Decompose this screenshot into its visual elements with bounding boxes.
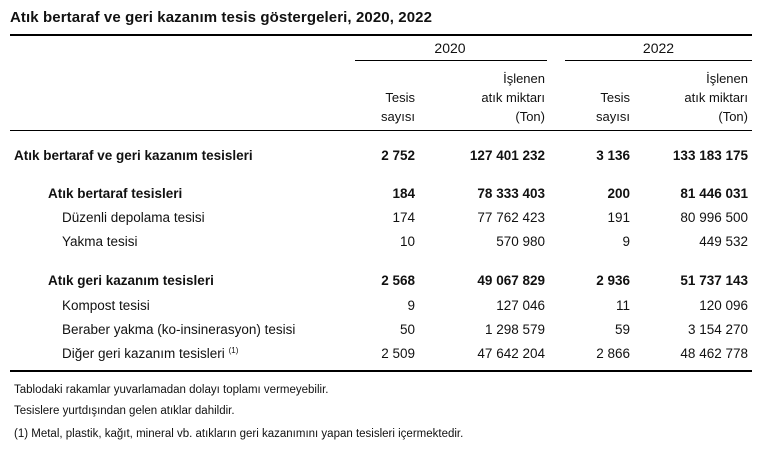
cell-2020-amount: 49 067 829 — [477, 273, 545, 288]
year-2020-header: 2020 — [434, 40, 466, 56]
header-line: (Ton) — [515, 109, 545, 124]
table-row-coincineration — [0, 322, 760, 344]
row-label: Düzenli depolama tesisi — [62, 210, 205, 225]
table-row-disposal — [0, 186, 760, 208]
header-line: Tesis — [385, 90, 415, 105]
cell-2020-amount: 570 980 — [496, 234, 545, 249]
cell-2022-count: 2 866 — [596, 346, 630, 361]
cell-2020-count: 2 509 — [381, 346, 415, 361]
cell-2020-count: 184 — [392, 186, 415, 201]
note-rounding: Tablodaki rakamlar yuvarlamadan dolayı toplamı vermeyebilir. — [14, 384, 329, 396]
year-2022-underline — [565, 60, 752, 61]
cell-2022-amount: 51 737 143 — [680, 273, 748, 288]
cell-2022-count: 9 — [622, 234, 630, 249]
cell-2022-amount: 133 183 175 — [672, 148, 748, 163]
cell-2022-amount: 81 446 031 — [680, 186, 748, 201]
table-row-total — [0, 148, 760, 170]
cell-2022-amount: 120 096 — [699, 298, 748, 313]
cell-2022-count: 11 — [615, 298, 630, 313]
row-label: Atık bertaraf ve geri kazanım tesisleri — [14, 148, 253, 163]
cell-2020-count: 2 752 — [381, 148, 415, 163]
header-bottom-rule — [10, 130, 752, 131]
top-rule — [10, 34, 752, 36]
cell-2022-amount: 48 462 778 — [680, 346, 748, 361]
row-label: Beraber yakma (ko-insinerasyon) tesisi — [62, 322, 296, 337]
cell-2020-amount: 47 642 204 — [477, 346, 545, 361]
footnote-marker: (1) — [228, 346, 239, 355]
cell-2020-amount: 77 762 423 — [477, 210, 545, 225]
cell-2022-amount: 80 996 500 — [680, 210, 748, 225]
header-line: İşlenen — [503, 71, 545, 86]
count-header-2020 — [381, 88, 415, 126]
note-imports: Tesislere yurtdışından gelen atıklar dahildir. — [14, 405, 235, 417]
cell-2020-count: 50 — [399, 322, 415, 337]
table-row-compost — [0, 298, 760, 320]
row-label — [62, 346, 238, 361]
row-label: Kompost tesisi — [62, 298, 150, 313]
cell-2020-count: 2 568 — [381, 273, 415, 288]
row-label-text: Diğer geri kazanım tesisleri — [62, 346, 225, 361]
count-header-2022 — [596, 88, 630, 126]
amount-header-2020 — [481, 69, 545, 126]
header-line: (Ton) — [718, 109, 748, 124]
cell-2020-amount: 127 401 232 — [469, 148, 545, 163]
year-2022-header: 2022 — [642, 40, 675, 56]
header-line: atık miktarı — [684, 90, 748, 105]
cell-2020-amount: 1 298 579 — [484, 322, 545, 337]
row-label: Yakma tesisi — [62, 234, 138, 249]
cell-2022-count: 2 936 — [596, 273, 630, 288]
header-line: sayısı — [596, 109, 630, 124]
cell-2020-amount: 127 046 — [496, 298, 545, 313]
year-2020-underline — [355, 60, 547, 61]
table-bottom-rule — [10, 370, 752, 372]
row-label: Atık bertaraf tesisleri — [48, 186, 183, 201]
row-label: Atık geri kazanım tesisleri — [48, 273, 214, 288]
amount-header-2022 — [684, 69, 748, 126]
table-title: Atık bertaraf ve geri kazanım tesis göstergeleri, 2020, 2022 — [10, 9, 433, 26]
cell-2020-count: 10 — [399, 234, 415, 249]
cell-2022-amount: 449 532 — [699, 234, 748, 249]
cell-2022-amount: 3 154 270 — [687, 322, 748, 337]
cell-2022-count: 200 — [607, 186, 630, 201]
header-line: İşlenen — [706, 71, 748, 86]
header-line: sayısı — [381, 109, 415, 124]
cell-2022-count: 59 — [614, 322, 630, 337]
cell-2022-count: 3 136 — [596, 148, 630, 163]
cell-2020-amount: 78 333 403 — [477, 186, 545, 201]
footnote-1: (1) Metal, plastik, kağıt, mineral vb. atıkların geri kazanımını yapan tesisleri içermektedir. — [14, 428, 464, 440]
table-row-other-recovery — [0, 346, 760, 368]
cell-2020-count: 174 — [392, 210, 415, 225]
header-line: Tesis — [600, 90, 630, 105]
cell-2020-count: 9 — [407, 298, 415, 313]
cell-2022-count: 191 — [607, 210, 630, 225]
header-line: atık miktarı — [481, 90, 545, 105]
table-row-incineration — [0, 234, 760, 256]
table-row-landfill — [0, 210, 760, 232]
table-row-recovery — [0, 273, 760, 295]
